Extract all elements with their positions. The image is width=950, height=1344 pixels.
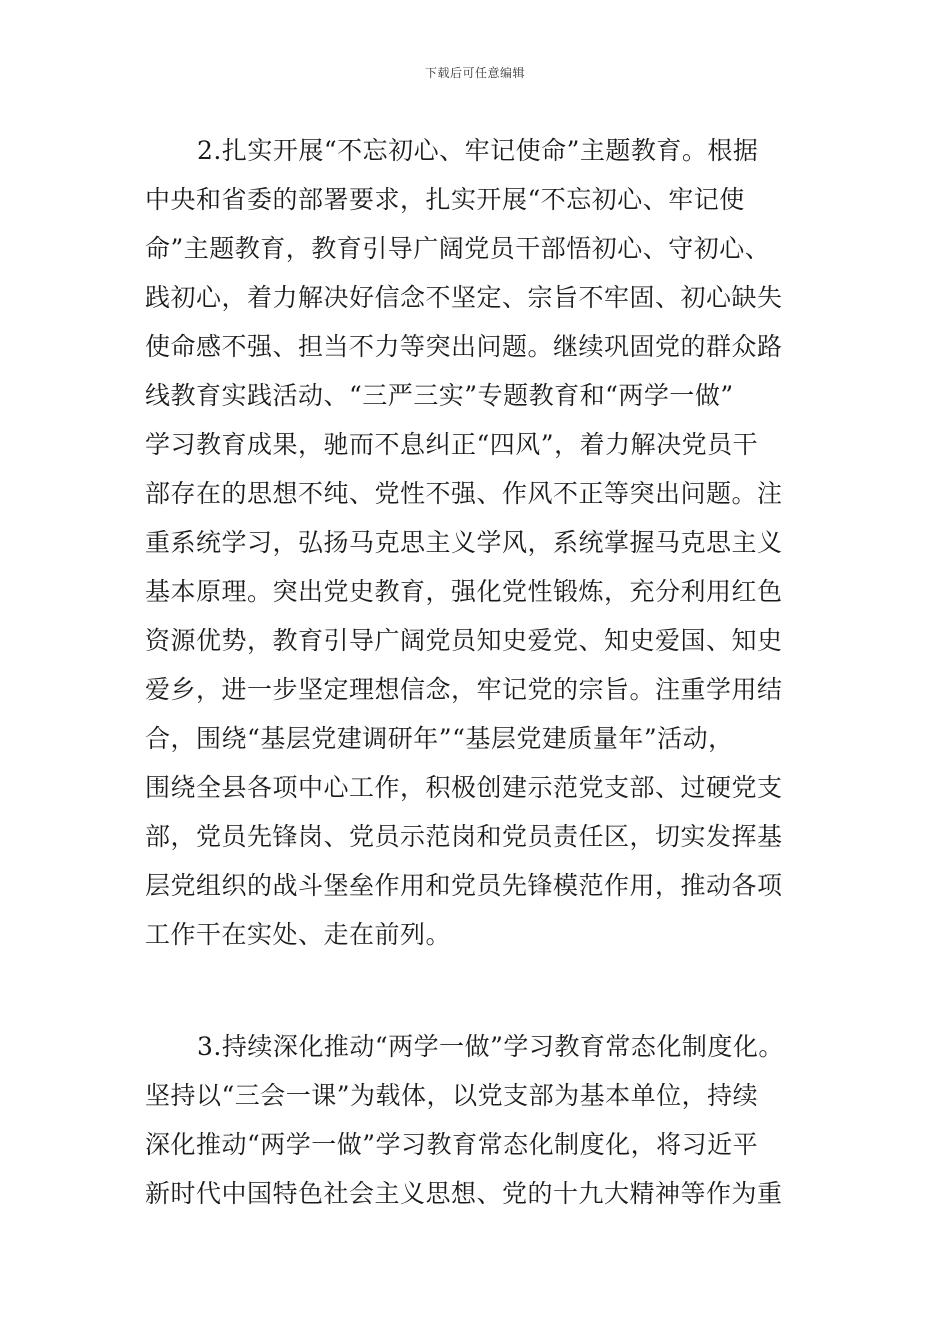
paragraph-line: 资源优势，教育引导广阔党员知史爱党、知史爱国、知史: [145, 626, 783, 655]
paragraph-line: 新时代中国特色社会主义思想、党的十九大精神等作为重: [145, 1179, 783, 1208]
paragraph-line: 线教育实践活动、“三严三实”专题教育和“两学一做”: [145, 381, 734, 410]
paragraph-line: 合，围绕“基层党建调研年”“基层党建质量年”活动，: [145, 724, 734, 753]
paragraph-line: 部，党员先锋岗、党员示范岗和党员责任区，切实发挥基: [145, 822, 783, 851]
paragraph-line: 2.扎实开展“不忘初心、牢记使命”主题教育。根据: [197, 136, 759, 165]
paragraph-line: 学习教育成果，驰而不息纠正“四风”，着力解决党员干: [145, 430, 759, 459]
paragraph-line: 层党组织的战斗堡垒作用和党员先锋模范作用，推动各项: [145, 871, 783, 900]
paragraph-line: 工作干在实处、走在前列。: [145, 920, 452, 949]
paragraph-3: [145, 1022, 825, 1218]
paragraph-line: 践初心，着力解决好信念不坚定、宗旨不牢固、初心缺失: [145, 283, 783, 312]
header-note: 下载后可任意编辑: [424, 66, 525, 80]
paragraph-line: 基本原理。突出党史教育，强化党性锻炼，充分利用红色: [145, 577, 783, 606]
paragraph-line: 坚持以“三会一课”为载体，以党支部为基本单位，持续: [145, 1081, 759, 1110]
paragraph-line: 中央和省委的部署要求，扎实开展“不忘初心、牢记使: [145, 185, 745, 214]
paragraph-2: [145, 126, 825, 959]
paragraph-line: 命”主题教育，教育引导广阔党员干部悟初心、守初心、: [145, 234, 771, 263]
paragraph-line: 深化推动“两学一做”学习教育常态化制度化，将习近平: [145, 1130, 759, 1159]
paragraph-line: 部存在的思想不纯、党性不强、作风不正等突出问题。注: [145, 479, 783, 508]
paragraph-line: 围绕全县各项中心工作，积极创建示范党支部、过硬党支: [145, 773, 783, 802]
paragraph-line: 3.持续深化推动“两学一做”学习教育常态化制度化。: [197, 1032, 784, 1061]
paragraph-line: 使命感不强、担当不力等突出问题。继续巩固党的群众路: [145, 332, 783, 361]
paragraph-line: 重系统学习，弘扬马克思主义学风，系统掌握马克思主义: [145, 528, 783, 557]
paragraph-line: 爱乡，进一步坚定理想信念，牢记党的宗旨。注重学用结: [145, 675, 783, 704]
